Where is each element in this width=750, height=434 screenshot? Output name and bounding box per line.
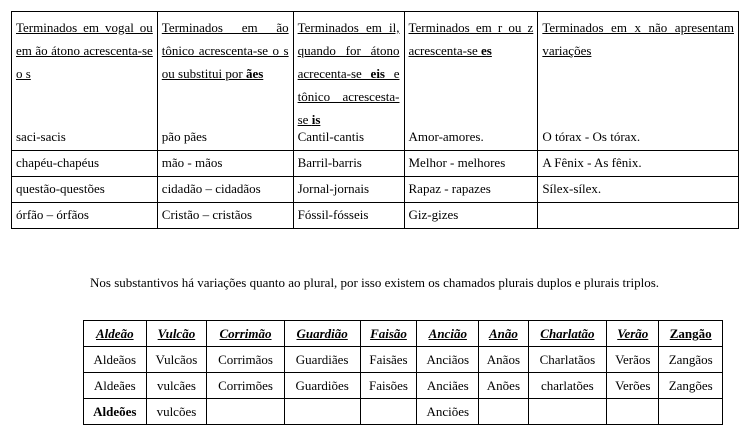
example-cell: A Fênix - As fênix.	[538, 151, 739, 177]
plural-cell: Anões	[479, 373, 529, 399]
example-cell: questão-questões	[12, 177, 158, 203]
rule-example: pão pães	[161, 129, 207, 144]
rule-example: Amor-amores.	[408, 129, 484, 144]
plural-cell: Anãos	[479, 347, 529, 373]
plural-cell: Zangãos	[659, 347, 723, 373]
plural-cell: Faisães	[360, 347, 417, 373]
noun-header-cell: Charlatão	[528, 321, 606, 347]
example-cell: Sílex-sílex.	[538, 177, 739, 203]
noun-header-cell: Aldeão	[84, 321, 147, 347]
plural-cell: Guardiães	[284, 347, 360, 373]
table-row	[12, 151, 739, 177]
plural-cell	[360, 399, 417, 425]
plural-cell: Anciões	[417, 399, 479, 425]
example-cell: Jornal-jornais	[293, 177, 404, 203]
example-cell	[538, 203, 739, 229]
rule-text-part: Terminados em il, quando for átono acrecenta-se	[297, 20, 400, 81]
example-cell: chapéu-chapéus	[12, 151, 158, 177]
plural-cell	[284, 399, 360, 425]
noun-header-cell: Ancião	[417, 321, 479, 347]
rule-cell	[538, 12, 739, 151]
rule-text	[16, 16, 153, 85]
plural-cell	[659, 399, 723, 425]
rule-text-part: eis	[370, 66, 385, 81]
rule-text-part: Terminados em x não apresentam variações	[542, 20, 734, 58]
rule-text-part: Terminados em ão tônico acrescenta-se o s ou substitui por	[161, 20, 289, 81]
plural-cell: Vulcãos	[146, 347, 207, 373]
plural-note: Nos substantivos há variações quanto ao plural, por isso existem os chamados plurais duplos e plurais triplos.	[90, 275, 660, 290]
rules-header-row	[12, 12, 739, 151]
table-row	[12, 203, 739, 229]
plural-cell: Aldeões	[84, 399, 147, 425]
noun-header-cell: Verão	[607, 321, 659, 347]
rule-text	[298, 16, 400, 131]
plural-cell: Verãos	[607, 347, 659, 373]
rule-text-part: Terminados em r ou z acrescenta-se	[408, 20, 534, 58]
table-row	[84, 399, 723, 425]
example-cell: Cristão – cristãos	[157, 203, 293, 229]
nouns-header-row	[84, 321, 723, 347]
noun-header-cell: Faisão	[360, 321, 417, 347]
rule-example: Cantil-cantis	[297, 129, 365, 144]
plural-cell: Anciães	[417, 373, 479, 399]
plural-cell: Anciãos	[417, 347, 479, 373]
plural-cell: Guardiões	[284, 373, 360, 399]
plural-cell: Faisões	[360, 373, 417, 399]
rule-example: O tórax - Os tórax.	[542, 129, 641, 144]
rule-cell	[157, 12, 293, 151]
rule-text	[409, 16, 534, 62]
table-row	[84, 373, 723, 399]
plural-cell	[607, 399, 659, 425]
example-cell: Melhor - melhores	[404, 151, 538, 177]
example-cell: cidadão – cidadãos	[157, 177, 293, 203]
plural-cell: Verões	[607, 373, 659, 399]
example-cell: Rapaz - rapazes	[404, 177, 538, 203]
rule-cell	[12, 12, 158, 151]
rule-text-part: is	[311, 112, 321, 127]
example-cell: Giz-gizes	[404, 203, 538, 229]
example-cell: órfão – órfãos	[12, 203, 158, 229]
rule-text	[162, 16, 289, 85]
plural-cell: vulcães	[146, 373, 207, 399]
plural-cell: Corrimãos	[207, 347, 285, 373]
plural-cell	[528, 399, 606, 425]
plural-cell	[479, 399, 529, 425]
plural-cell: Aldeãos	[84, 347, 147, 373]
rule-example: saci-sacis	[16, 129, 66, 144]
rule-text-part: ães	[245, 66, 264, 81]
rule-text-part: e tônico acrescesta-se	[297, 66, 400, 127]
plural-cell: Charlatãos	[528, 347, 606, 373]
example-cell: Fóssil-fósseis	[293, 203, 404, 229]
noun-header-cell: Guardião	[284, 321, 360, 347]
plural-cell: vulcões	[146, 399, 207, 425]
double-triple-plurals-table	[83, 320, 723, 425]
noun-header-cell: Corrimão	[207, 321, 285, 347]
table-row	[12, 177, 739, 203]
example-cell: Barril-barris	[293, 151, 404, 177]
noun-header-cell: Zangão	[659, 321, 723, 347]
plural-cell: Corrimões	[207, 373, 285, 399]
noun-header-cell: Anão	[479, 321, 529, 347]
plural-cell: Aldeães	[84, 373, 147, 399]
example-cell: mão - mãos	[157, 151, 293, 177]
plural-cell: Zangões	[659, 373, 723, 399]
rule-cell	[293, 12, 404, 151]
rule-text-part: es	[481, 43, 492, 58]
rule-cell	[404, 12, 538, 151]
plural-rules-table	[11, 11, 739, 229]
plural-cell	[207, 399, 285, 425]
rule-text	[542, 16, 734, 62]
table-row	[84, 347, 723, 373]
rule-text-part: Terminados em vogal ou em ão átono acrescenta-se o s	[16, 20, 153, 81]
noun-header-cell: Vulcão	[146, 321, 207, 347]
plural-cell: charlatões	[528, 373, 606, 399]
